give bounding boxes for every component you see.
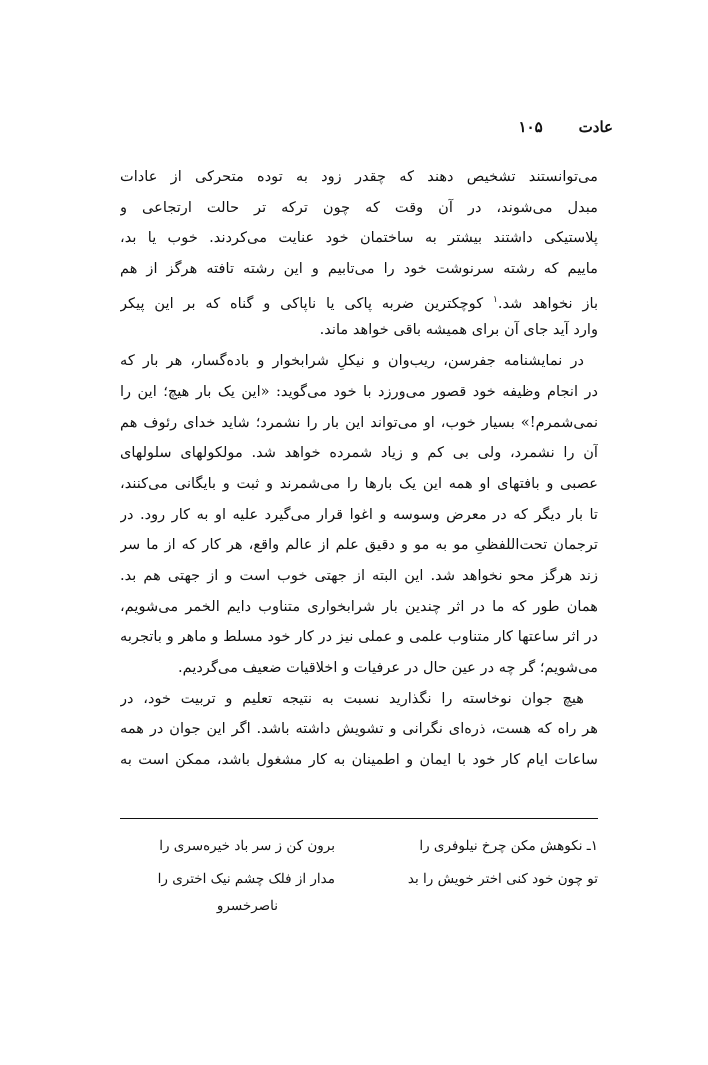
chapter-title: عادت	[578, 118, 613, 136]
text-line: تا بار دیگر که در معرض وسوسه و اغوا قرار می‌گیرد علیه او به کار رود. در	[120, 505, 598, 523]
footnote-couplet	[120, 863, 598, 896]
text-line: همان طور که ما در اثر چندین بار شرابخواری متناوب دایم الخمر می‌شویم،	[120, 597, 598, 615]
text-segment: کوچکترین ضربه پاکی یا ناپاکی و گناه که بر این پیکر	[120, 294, 484, 312]
text-line: پلاستیکی داشتند بیشتر به ساختمان خود عنایت می‌کردند. خوب یا بد،	[120, 229, 598, 247]
text-line-with-footnote	[120, 285, 598, 316]
first-hemistich: ۱ـ نکوهش مکن چرخ نیلوفری را	[419, 838, 598, 854]
text-line: زند هرگز محو نخواهد شد. این البته از جهتی خوب است و از جهتی هم بد.	[120, 566, 598, 584]
text-line: هیچ جوان نوخاسته را نگذارید نسبت به نتیجه تعلیم و تربیت خود، در	[120, 689, 584, 707]
text-line: ماییم که رشته سرنوشت خود را می‌تابیم و این رشته تافته هرگز از هم	[120, 260, 598, 278]
text-line: در اثر ساعتها کار متناوب علمی و عملی نیز در کار خود مسلط و ماهر و باتجربه	[120, 628, 598, 646]
text-line: نمی‌شمرم!» بسیار خوب، او می‌تواند این بار را نشمرد؛ شاید خدای رئوف هم	[120, 413, 598, 431]
second-hemistich: مدار از فلک چشم نیک اختری را	[157, 871, 335, 887]
text-line: ترجمان تحت‌اللفظیِ مو به مو و دقیق علم از عالم واقع، هر کار که از ما سر	[120, 536, 598, 554]
first-hemistich: تو چون خود کنی اختر خویش را بد	[407, 871, 598, 887]
text-segment: باز نخواهد شد.	[497, 294, 598, 312]
footnote-divider	[120, 818, 598, 819]
running-header	[519, 118, 614, 136]
text-line: در انجام وظیفه خود قصور می‌ورزد با خود می‌گوید: «این یک بار هیچ؛ این را	[120, 382, 598, 400]
text-line: می‌شویم؛ گر چه در عین حال در عرفیات و اخلاقیات ضعیف می‌گردیم.	[178, 659, 598, 676]
text-line: می‌توانستند تشخیص دهند که چقدر زود به توده متحرکی از عادات	[120, 168, 598, 185]
text-line: آن را نشمرد، ولی بی کم و زیاد شمرده خواهد شد. مولکولهای سلولهای	[120, 444, 598, 462]
footnote-marker[interactable]: ۱	[493, 294, 498, 305]
text-line: عصبی و بافتهای او همه این یک بارها را می‌شمرند و ثبت و بایگانی می‌کنند،	[120, 474, 598, 492]
body-text	[120, 162, 598, 776]
poet-name: ناصرخسرو	[216, 898, 278, 914]
footnote-couplet	[120, 830, 598, 863]
text-line: وارد آید جای آن برای همیشه باقی خواهد ماند.	[319, 321, 598, 339]
text-line: در نمایشنامه جفرسن، ریب‌وان و نیکلِ شرابخوار و باده‌گسار، هر بار که	[120, 352, 584, 370]
text-line: هر راه که هست، ذره‌ای نگرانی و تشویش داشته باشد. اگر این جوان در همه	[120, 720, 598, 738]
page-number: ۱۰۵	[518, 118, 543, 136]
text-line: مبدل می‌شوند، در آن وقت که چون ترکه تر حالت ارتجاعی و	[120, 198, 598, 216]
second-hemistich: برون کن ز سر باد خیره‌سری را	[159, 838, 335, 854]
text-line: ساعات ایام کار خود با ایمان و اطمینان به کار مشغول باشد، ممکن است به	[120, 751, 598, 769]
footnote-area	[120, 830, 598, 896]
